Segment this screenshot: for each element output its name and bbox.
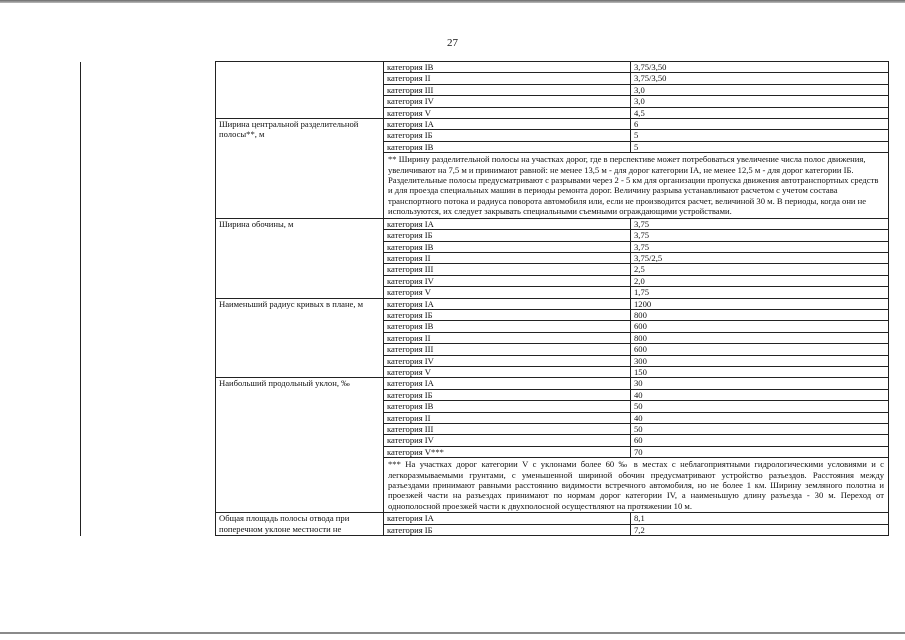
value-cell: 600 <box>631 321 889 332</box>
value-cell: 50 <box>631 401 889 412</box>
parameter-name-cell: Ширина обочины, м <box>216 218 384 298</box>
category-cell: категория II <box>384 73 631 84</box>
category-cell: категория IA <box>384 119 631 130</box>
table-row <box>81 62 889 73</box>
value-cell: 300 <box>631 355 889 366</box>
category-cell: категория V*** <box>384 446 631 457</box>
value-cell: 40 <box>631 389 889 400</box>
value-cell: 4,5 <box>631 107 889 118</box>
category-cell: категория IB <box>384 401 631 412</box>
value-cell: 30 <box>631 378 889 389</box>
parameter-name-cell: Наименьший радиус кривых в плане, м <box>216 298 384 378</box>
category-cell: категория IA <box>384 298 631 309</box>
category-cell: категория III <box>384 344 631 355</box>
category-cell: категория IB <box>384 141 631 152</box>
value-cell: 70 <box>631 446 889 457</box>
parameter-name-cell: Наибольший продольный уклон, ‰ <box>216 378 384 513</box>
category-cell: категория IV <box>384 355 631 366</box>
footnote-text: *** На участках дорог категории V с уклонами более 60 ‰ в местах с неблагоприятными гидрологическими условиями и с легкоразмываемыми грунтами, с уменьшенной шириной обочин предусматривают устройство разъездов. Расстояния между разъездами принимают равными расстоянию видимости встречного автомобиля, но не более 1 км. Ширину земляного полотна и проезжей части на разъездах принимают по нормам дорог категории IV, а наименьшую длину разъезда - 30 м. Переход от однополосной проезжей части к двухполосной осуществляют на протяжении 10 м. <box>388 459 884 511</box>
value-cell: 3,75/3,50 <box>631 62 889 73</box>
category-cell: категория IA <box>384 513 631 524</box>
category-cell: категория V <box>384 287 631 298</box>
category-cell: категория IБ <box>384 389 631 400</box>
scan-bottom-edge <box>0 632 905 634</box>
value-cell: 600 <box>631 344 889 355</box>
footnote-cell <box>384 153 889 218</box>
category-cell: категория II <box>384 252 631 263</box>
category-cell: категория IB <box>384 62 631 73</box>
value-cell: 2,0 <box>631 275 889 286</box>
value-cell: 5 <box>631 141 889 152</box>
value-cell: 3,75 <box>631 218 889 229</box>
category-cell: категория III <box>384 264 631 275</box>
category-cell: категория IБ <box>384 130 631 141</box>
value-cell: 3,75 <box>631 241 889 252</box>
section-column <box>81 62 216 536</box>
category-cell: категория II <box>384 412 631 423</box>
category-cell: категория IБ <box>384 230 631 241</box>
category-cell: категория III <box>384 424 631 435</box>
value-cell: 3,75/3,50 <box>631 73 889 84</box>
value-cell: 1200 <box>631 298 889 309</box>
category-cell: категория IV <box>384 96 631 107</box>
category-cell: категория IБ <box>384 309 631 320</box>
value-cell: 3,0 <box>631 84 889 95</box>
value-cell: 7,2 <box>631 524 889 535</box>
parameter-name-cell <box>216 62 384 119</box>
value-cell: 800 <box>631 309 889 320</box>
value-cell: 3,75 <box>631 230 889 241</box>
category-cell: категория IV <box>384 275 631 286</box>
value-cell: 6 <box>631 119 889 130</box>
footnote-cell <box>384 458 889 513</box>
parameter-name-cell: Общая площадь полосы отвода при поперечном уклоне местности не <box>216 513 384 536</box>
value-cell: 8,1 <box>631 513 889 524</box>
value-cell: 3,75/2,5 <box>631 252 889 263</box>
value-cell: 2,5 <box>631 264 889 275</box>
category-cell: категория IB <box>384 241 631 252</box>
value-cell: 5 <box>631 130 889 141</box>
category-cell: категория IV <box>384 435 631 446</box>
value-cell: 40 <box>631 412 889 423</box>
page-number: 27 <box>447 37 458 49</box>
parameter-name-cell: Ширина центральной разделительной полосы**, м <box>216 119 384 219</box>
category-cell: категория V <box>384 107 631 118</box>
footnote-text: ** Ширину разделительной полосы на участках дорог, где в перспективе может потребоваться увеличение числа полос движения, увеличивают на 7,5 м и принимают равной: не менее 13,5 м - для дорог категории IA, не менее 12,5 м - для дорог категории IБ. Разделительные полосы предусматривают с разрывами через 2 - 5 км для организации пропуска движения автотранспортных средств и для проезда специальных машин в периоды ремонта дорог. Величину разрыва устанавливают расчетом с учетом состава транспортного потока и радиуса поворота автомобиля или, если не производится расчет, величиной 30 м. В периоды, когда они не используются, их следует закрывать специальными съемными ограждающими устройствами. <box>388 154 879 217</box>
category-cell: категория III <box>384 84 631 95</box>
category-cell: категория IB <box>384 321 631 332</box>
value-cell: 60 <box>631 435 889 446</box>
value-cell: 50 <box>631 424 889 435</box>
value-cell: 800 <box>631 332 889 343</box>
value-cell: 150 <box>631 366 889 377</box>
value-cell: 3,0 <box>631 96 889 107</box>
category-cell: категория IA <box>384 378 631 389</box>
road-parameters-table <box>80 61 889 536</box>
category-cell: категория V <box>384 366 631 377</box>
category-cell: категория IA <box>384 218 631 229</box>
value-cell: 1,75 <box>631 287 889 298</box>
scan-top-edge <box>0 0 905 3</box>
category-cell: категория IБ <box>384 524 631 535</box>
category-cell: категория II <box>384 332 631 343</box>
